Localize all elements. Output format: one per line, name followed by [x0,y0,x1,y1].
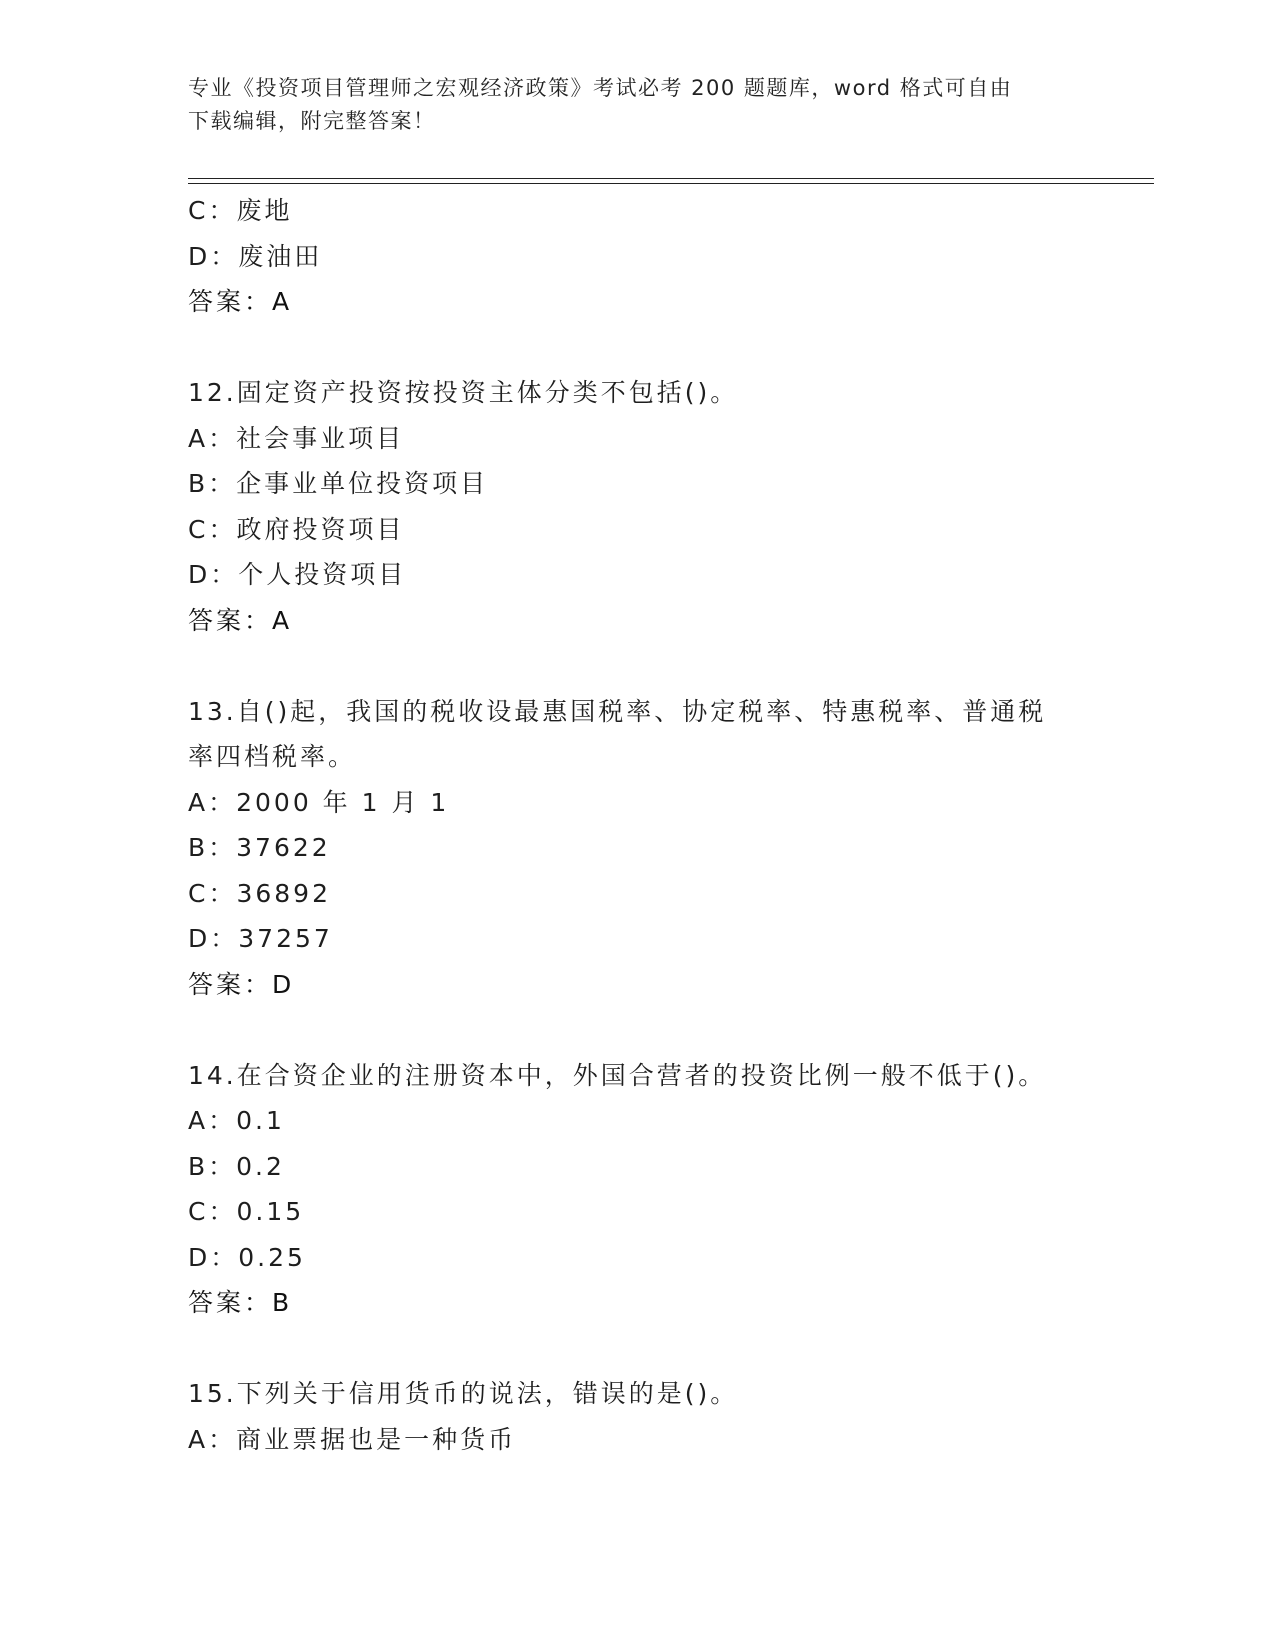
question-13 [188,689,1088,1008]
option-text: 0.25 [238,1242,306,1272]
option-d [188,234,1088,280]
option-label: A： [188,787,237,817]
question-stem-line2: 率四档税率。 [188,742,357,771]
spacer [188,643,1088,689]
question-stem: 14.在合资企业的注册资本中，外国合营者的投资比例一般不低于()。 [188,1060,1047,1090]
option-text: 37622 [236,833,331,862]
option-text: 企事业单位投资项目 [236,469,489,498]
question-12 [188,370,1088,643]
header-divider-top [188,178,1154,179]
option-label: B： [188,469,237,498]
option-d [188,1235,1088,1281]
option-c [188,1189,1088,1235]
option-text: 废油田 [238,241,323,271]
answer-line: 答案：A [188,605,293,635]
option-c [188,871,1088,917]
option-label: D： [188,1242,239,1272]
spacer [188,325,1088,371]
option-text: 商业票据也是一种货币 [236,1424,517,1454]
option-text: 政府投资项目 [236,514,405,544]
option-label: B： [188,833,237,862]
option-text: 0.15 [236,1197,305,1226]
option-label: D： [188,560,239,589]
option-text: 0.1 [236,1106,285,1135]
document-header [188,72,1068,138]
question-14 [188,1053,1088,1326]
option-label: D： [188,241,239,271]
option-b [188,825,1088,871]
spacer [188,1326,1088,1372]
header-title-line1: 专业《投资项目管理师之宏观经济政策》考试必考 200 题题库，word 格式可自由 [188,76,1013,100]
option-label: C： [188,514,237,544]
option-a [188,1417,1088,1463]
option-a [188,780,1088,826]
option-d [188,552,1088,598]
option-label: B： [188,1151,237,1181]
option-text: 个人投资项目 [238,560,407,589]
option-label: C： [188,196,237,225]
option-label: C： [188,1197,237,1226]
option-c [188,507,1088,553]
option-d [188,916,1088,962]
option-a [188,1098,1088,1144]
option-text: 37257 [238,924,333,953]
option-c [188,188,1088,234]
question-15 [188,1371,1088,1462]
option-text: 社会事业项目 [236,423,405,453]
question-stem: 15.下列关于信用货币的说法，错误的是()。 [188,1379,739,1408]
option-label: C： [188,878,237,908]
spacer [188,1007,1088,1053]
option-text: 废地 [236,196,293,225]
question-stem-line1: 13.自()起，我国的税收设最惠国税率、协定税率、特惠税率、普通税 [188,696,1047,726]
option-text: 0.2 [236,1151,285,1181]
option-text: 2000 年 1 月 1 [236,787,450,817]
option-a [188,416,1088,462]
partial-question [188,188,1088,325]
header-title-line2: 下载编辑，附完整答案！ [188,109,436,133]
answer-line: 答案：A [188,287,293,316]
option-label: A： [188,1424,237,1454]
answer-line: 答案：B [188,1288,293,1317]
option-label: A： [188,423,237,453]
answer-line: 答案：D [188,969,295,999]
option-b [188,461,1088,507]
option-label: D： [188,924,239,953]
question-list [188,188,1088,1462]
option-text: 36892 [236,878,331,908]
question-stem: 12.固定资产投资按投资主体分类不包括()。 [188,378,739,407]
header-divider-bottom [188,183,1154,184]
option-label: A： [188,1106,237,1135]
option-b [188,1144,1088,1190]
